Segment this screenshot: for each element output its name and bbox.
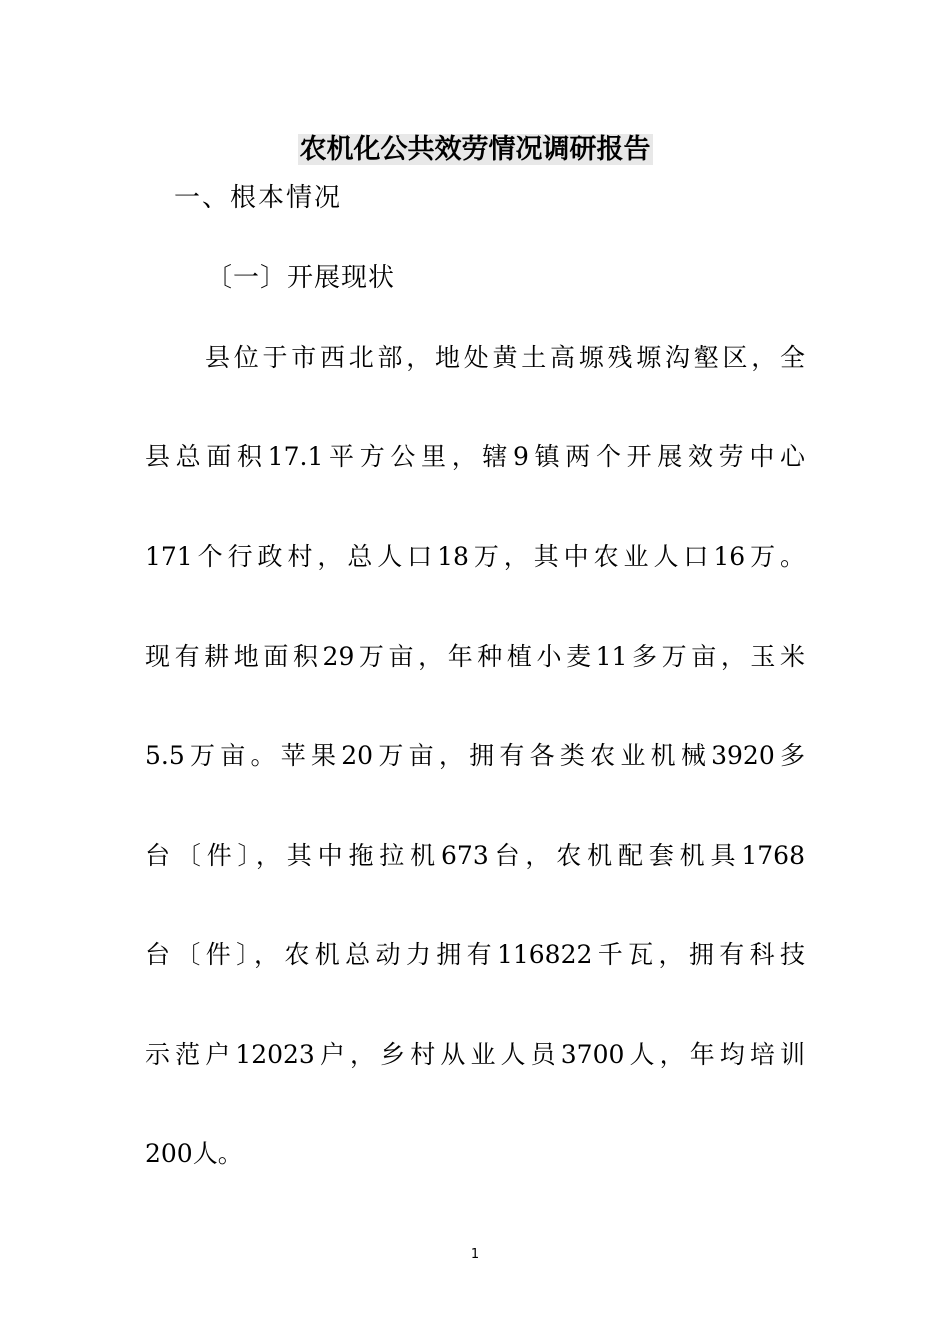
paragraph-line: 200人。: [145, 1139, 243, 1168]
section-heading: 一、根本情况: [174, 183, 343, 213]
paragraph-line: 171个行政村，总人口18万，其中农业人口16万。: [145, 542, 805, 571]
paragraph-line: 县总面积17.1平方公里，辖9镇两个开展效劳中心: [145, 442, 805, 471]
document-title-text: 农机化公共效劳情况调研报告: [299, 134, 651, 165]
subsection-heading: 〔一〕开展现状: [206, 263, 396, 293]
paragraph-line: 5.5万亩。苹果20万亩，拥有各类农业机械3920多: [145, 741, 805, 770]
paragraph-line: 县位于市西北部，地处黄土高塬残塬沟壑区，全: [205, 343, 805, 372]
document-title: [0, 130, 950, 170]
paragraph-line: 台〔件〕，农机总动力拥有116822千瓦，拥有科技: [145, 940, 805, 969]
paragraph-line: 现有耕地面积29万亩，年种植小麦11多万亩，玉米: [145, 642, 805, 671]
page-number: 1: [470, 1247, 480, 1262]
paragraph-line: 台〔件〕，其中拖拉机673台，农机配套机具1768: [145, 841, 805, 870]
paragraph-line: 示范户12023户，乡村从业人员3700人，年均培训: [145, 1040, 805, 1069]
